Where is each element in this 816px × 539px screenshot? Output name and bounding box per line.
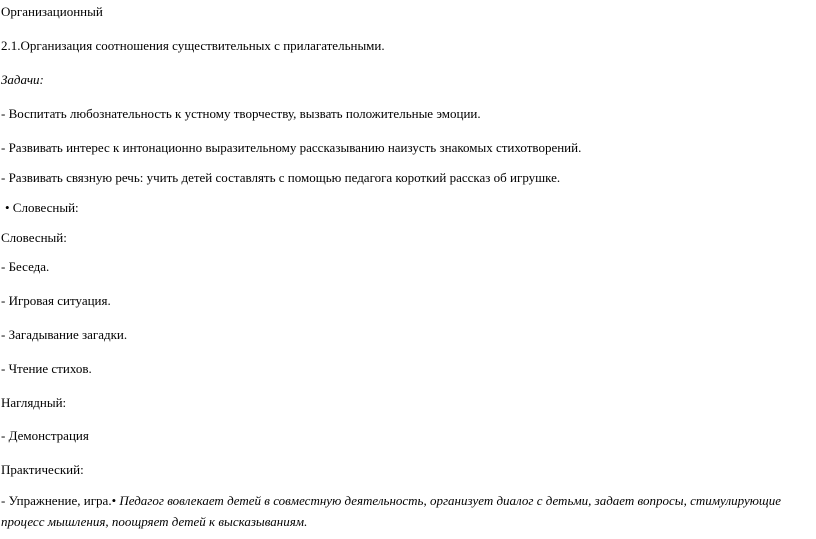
practical-description: Педагог вовлекает детей в совместную деятельность, организует диалог с детьми, задает вопросы, стимулирующие процесс мышления, поощряет детей к высказываниям. [1,493,781,529]
verbal-item: - Загадывание загадки. [1,327,128,342]
task-item: - Развивать интерес к интонационно выразительному рассказыванию наизусть знакомых стихотворений. [1,140,582,155]
verbal-item: - Чтение стихов. [1,361,92,376]
tasks-label: Задачи: [1,72,44,87]
verbal-item: - Беседа. [1,259,50,274]
practical-prefix: - Упражнение, игра. [1,493,112,508]
verbal-label: Словесный: [1,230,67,245]
practical-label: Практический: [1,462,84,477]
practical-item [1,490,815,532]
bullet-glyph: • [111,493,117,508]
task-item: - Воспитать любознательность к устному творчеству, вызвать положительные эмоции. [1,106,481,121]
section-title: 2.1.Организация соотношения существительных с прилагательными. [1,38,385,53]
task-item: - Развивать связную речь: учить детей составлять с помощью педагога короткий рассказ об игрушке. [1,170,561,185]
visual-item: - Демонстрация [1,428,89,443]
visual-label: Наглядный: [1,395,67,410]
verbal-item: - Игровая ситуация. [1,293,111,308]
heading: Организационный [1,4,103,19]
bullet-item: • Словесный: [5,200,79,215]
